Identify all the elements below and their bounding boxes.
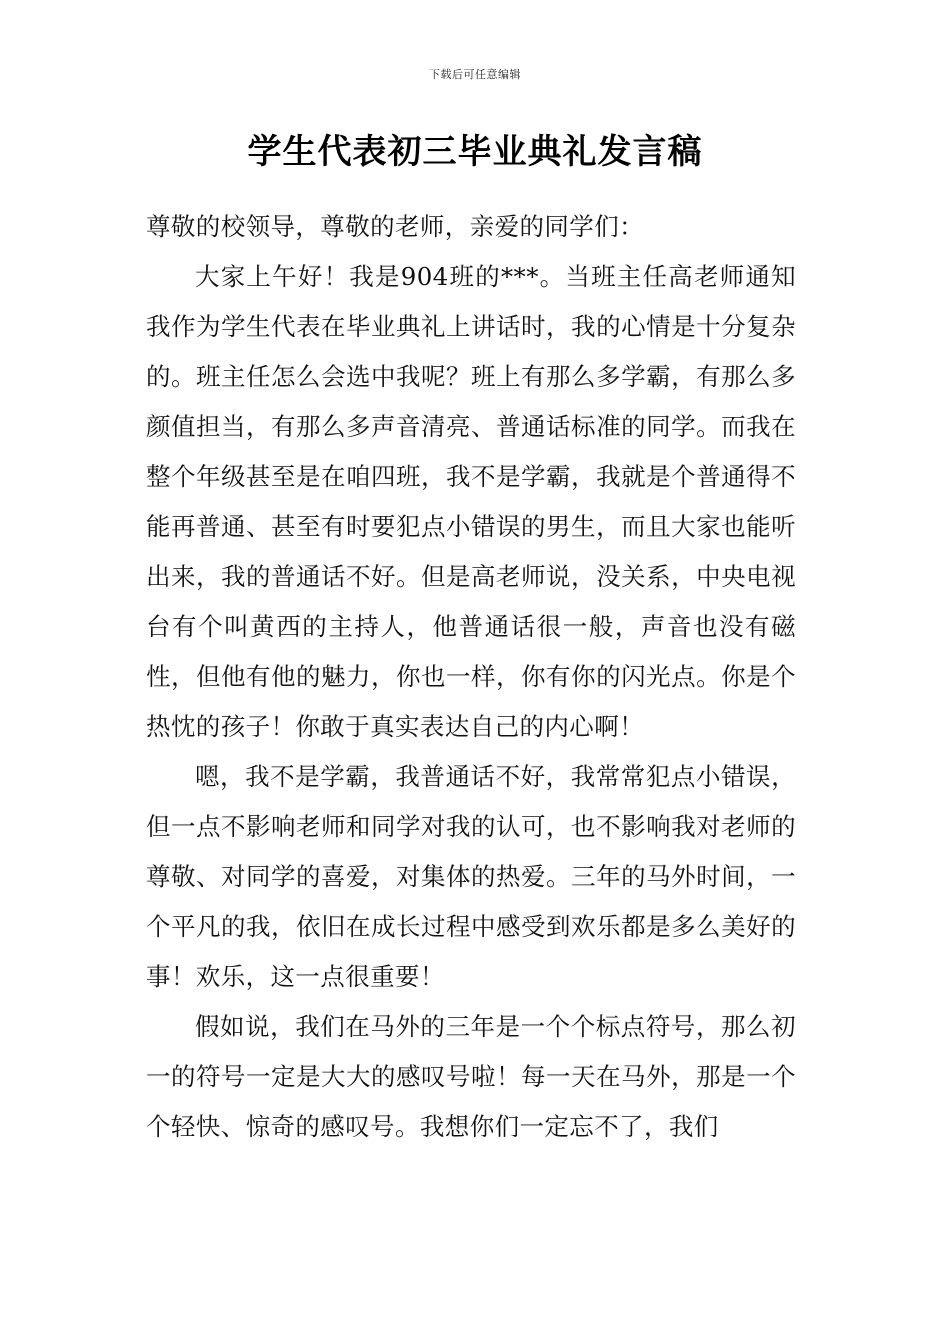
- document-title: 学生代表初三毕业典礼发言稿: [247, 132, 703, 172]
- paragraph-3: 假如说，我们在马外的三年是一个个标点符号，那么初一的符号一定是大大的感叹号啦！每一天在马外，那是一个个轻快、惊奇的感叹号。我想你们一定忘不了，我们: [146, 1012, 796, 1141]
- header-note: 下载后可任意编辑: [429, 68, 521, 81]
- document-body: [146, 202, 796, 1152]
- salutation: 尊敬的校领导，尊敬的老师，亲爱的同学们：: [146, 212, 644, 241]
- paragraph-2: 嗯，我不是学霸，我普通话不好，我常常犯点小错误，但一点不影响老师和同学对我的认可，也不影响我对老师的尊敬、对同学的喜爱，对集体的热爱。三年的马外时间，一个平凡的我，依旧在成长过程中感受到欢乐都是多么美好的事！欢乐，这一点很重要！: [146, 762, 796, 991]
- paragraph-1: 大家上午好！我是904班的***。当班主任高老师通知我作为学生代表在毕业典礼上讲话时，我的心情是十分复杂的。班主任怎么会选中我呢？班上有那么多学霸，有那么多颜值担当，有那么多声音清亮、普通话标准的同学。而我在整个年级甚至是在咱四班，我不是学霸，我就是个普通得不能再普通、甚至有时要犯点小错误的男生，而且大家也能听出来，我的普通话不好。但是高老师说，没关系，中央电视台有个叫黄西的主持人，他普通话很一般，声音也没有磁性，但他有他的魅力，你也一样，你有你的闪光点。你是个热忱的孩子！你敢于真实表达自己的内心啊！: [146, 262, 796, 741]
